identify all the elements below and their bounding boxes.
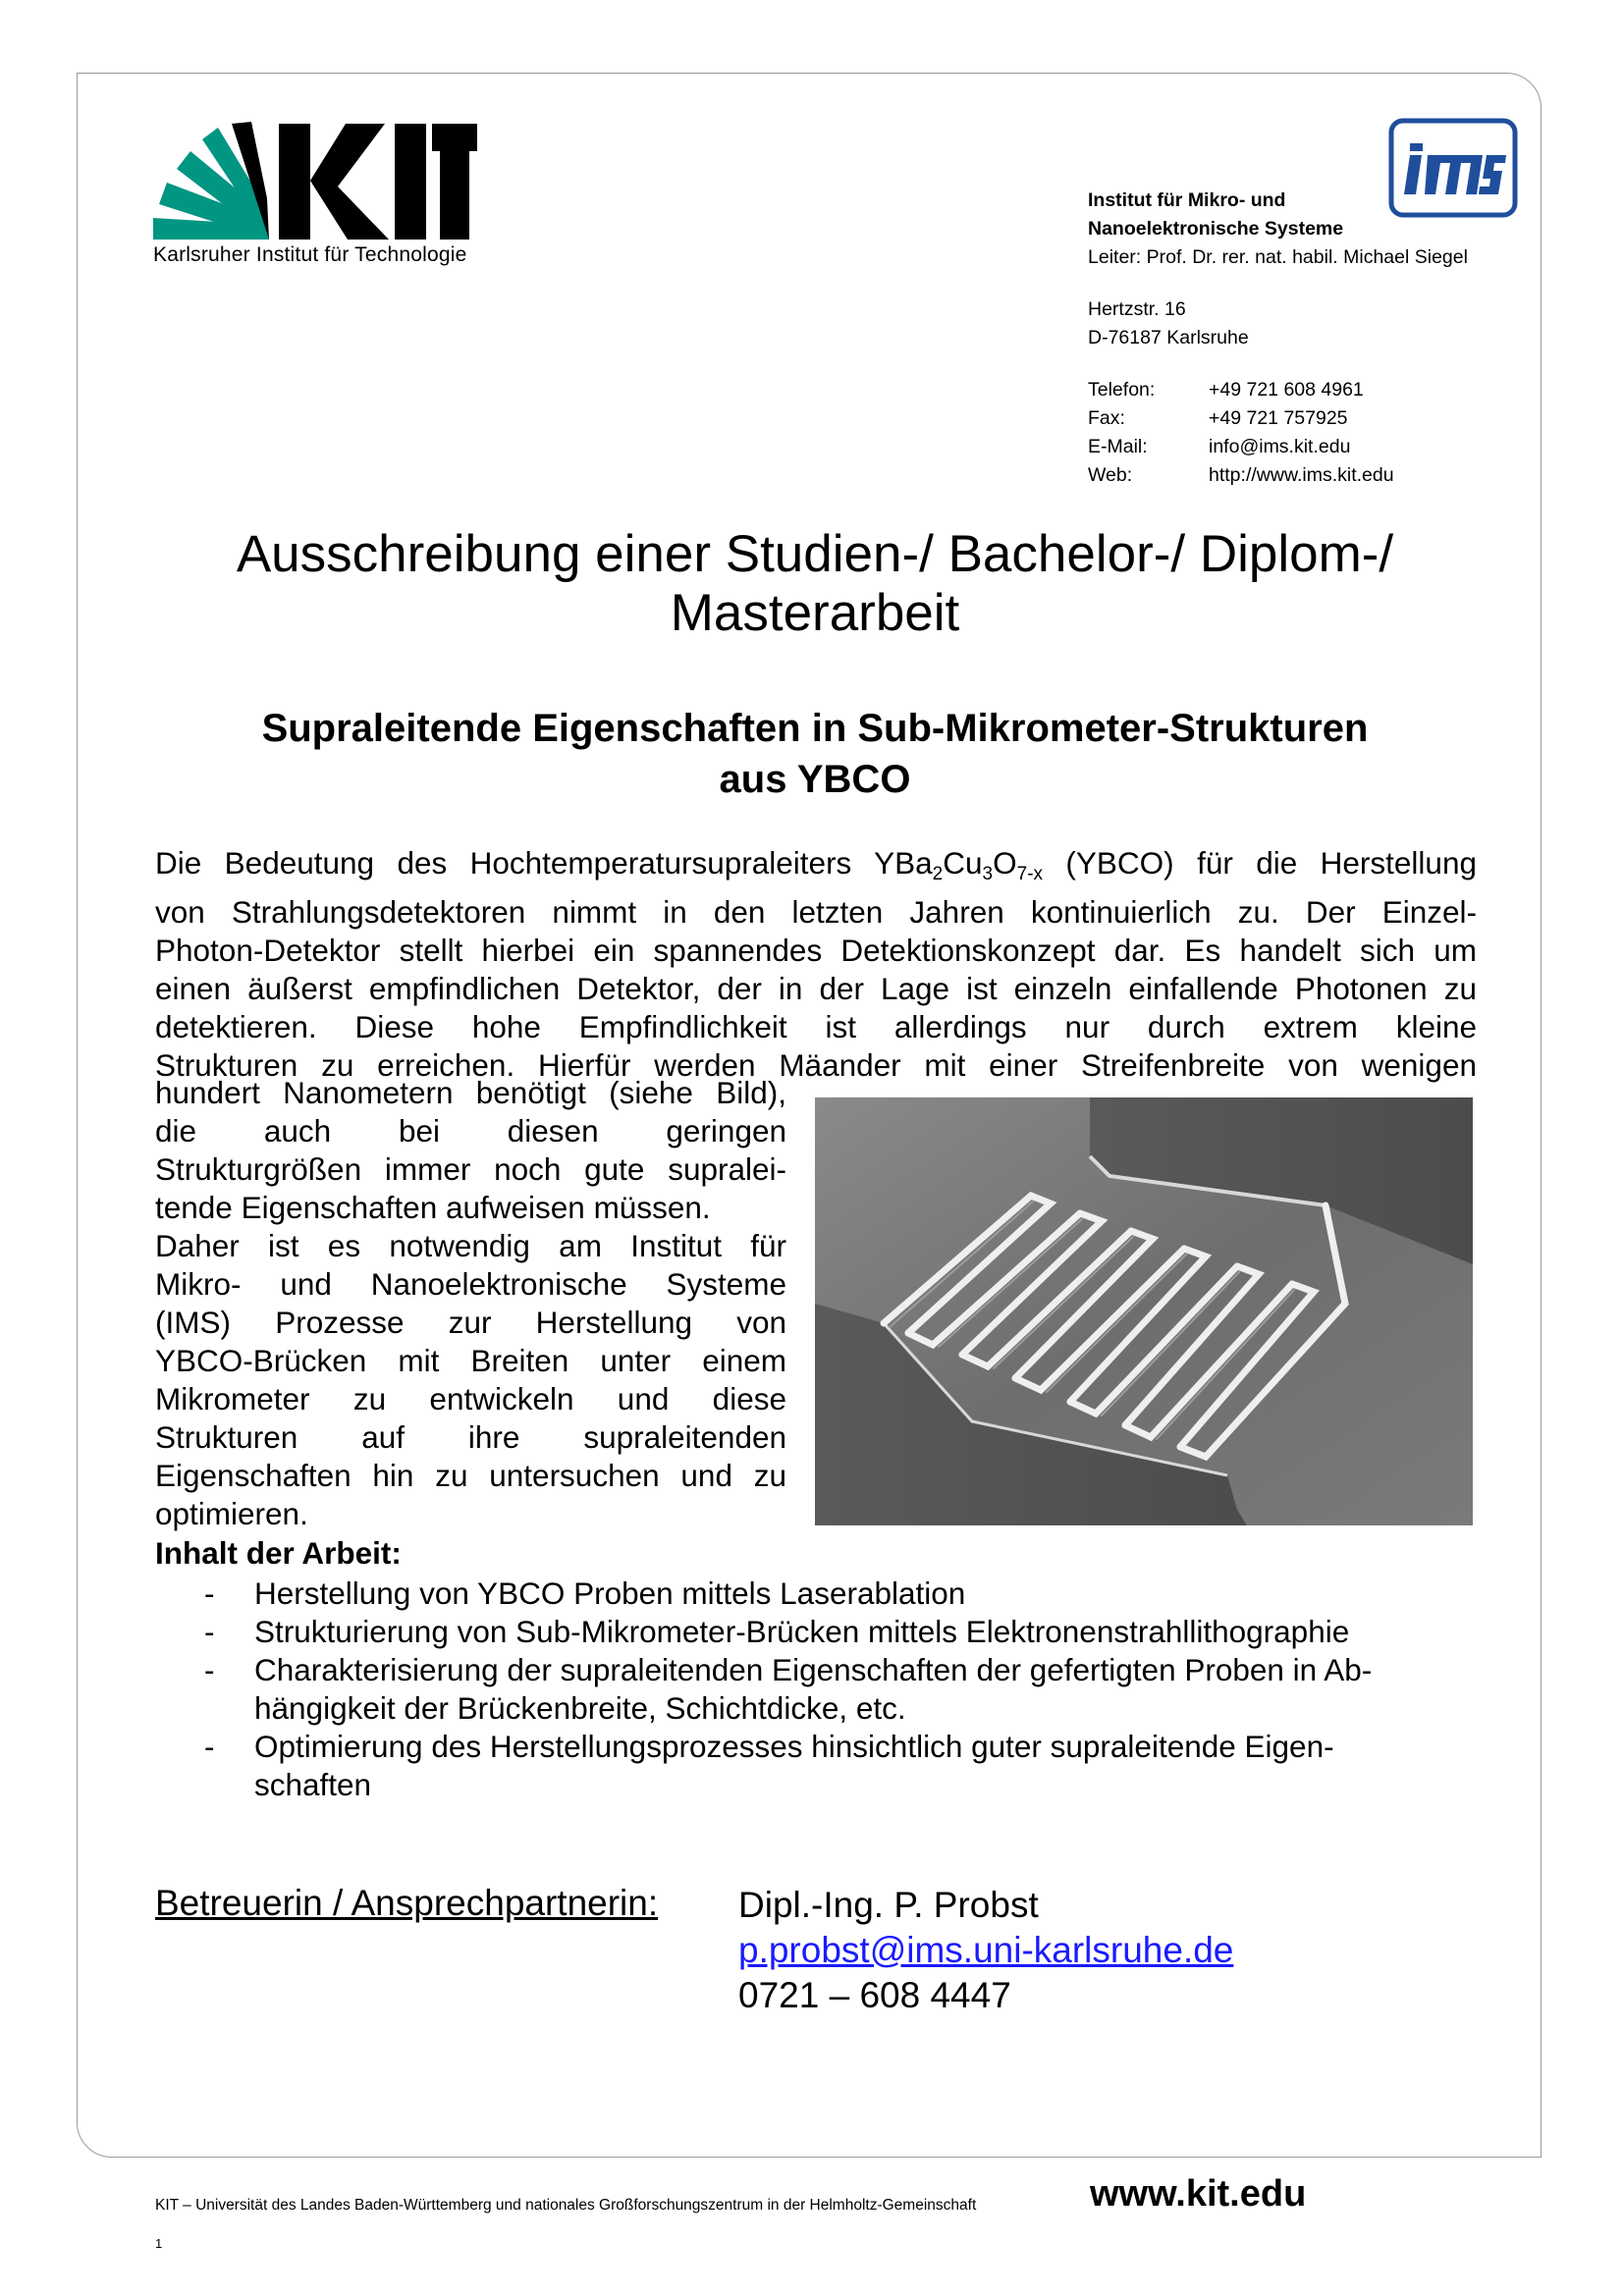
footer-website: www.kit.edu <box>1090 2173 1307 2215</box>
supervisor-name: Dipl.-Ing. P. Probst <box>738 1885 1039 1925</box>
page-number: 1 <box>155 2236 163 2251</box>
fax-value: +49 721 757925 <box>1209 407 1348 429</box>
contact-row: Fax: +49 721 757925 <box>1088 404 1468 433</box>
text-line: YBCO-Brücken mit Breiten unter einem <box>155 1343 786 1378</box>
list-dash: - <box>204 1575 215 1611</box>
text-line: von Strahlungsdetektoren nimmt in den letzten Jahren kontinuierlich zu. Der Einzel- <box>155 894 1477 930</box>
thesis-subtitle: Supraleitende Eigenschaften in Sub-Mikrometer-Strukturen aus YBCO <box>261 707 1369 801</box>
institute-name-line2: Nanoelektronische Systeme <box>1088 218 1344 240</box>
text-line: (IMS) Prozesse zur Herstellung von <box>155 1305 786 1340</box>
text-line: Strukturen auf ihre supraleitenden <box>155 1419 786 1455</box>
text-line: optimieren. <box>155 1496 308 1531</box>
list-dash: - <box>204 1729 215 1764</box>
phone-value: +49 721 608 4961 <box>1209 379 1364 400</box>
kit-logo-graphic <box>153 122 477 240</box>
list-item: - Strukturierung von Sub-Mikrometer-Brücken mittels Elektronenstrahllithographie <box>204 1614 1350 1649</box>
institute-street: Hertzstr. 16 <box>1088 298 1186 320</box>
intro-paragraph <box>155 844 1477 1085</box>
text-line: hundert Nanometern benötigt (siehe Bild), <box>155 1075 786 1110</box>
text-line: Die Bedeutung des Hochtemperatursupraleiters $YBa_2Cu_3O_{7-x}$ (YBCO) für die Herstellung <box>155 845 1477 884</box>
text-line: Mikrometer zu entwickeln und diese <box>155 1381 786 1416</box>
text-line: Strukturen zu erreichen. Hierfür werden Mäander mit einer Streifenbreite von wenigen <box>155 1047 1477 1083</box>
text-line: Photon-Detektor stellt hierbei ein spannendes Detektionskonzept dar. Es handelt sich um <box>155 933 1477 968</box>
text-line: einen äußerst empfindlichen Detektor, der in der Lage ist einzeln einfallende Photonen zu <box>155 971 1477 1006</box>
supervisor-contact <box>738 1883 1233 2018</box>
supervisor-email-link[interactable]: p.probst@ims.uni-karlsruhe.de <box>738 1930 1234 1970</box>
text-line: tende Eigenschaften aufweisen müssen. <box>155 1190 711 1225</box>
text-line: Eigenschaften hin zu untersuchen und zu <box>155 1458 786 1493</box>
contact-row: Telefon: +49 721 608 4961 <box>1088 376 1468 404</box>
supervisor-label: Betreuerin / Ansprechpartnerin: <box>155 1883 659 1923</box>
column-paragraph <box>155 1074 786 1533</box>
page-title: Ausschreibung einer Studien-/ Bachelor-/ Diplom-/ Masterarbeit <box>236 525 1394 642</box>
institute-name-line1: Institut für Mikro- und <box>1088 189 1286 211</box>
text-line: Strukturgrößen immer noch gute supralei- <box>155 1151 786 1187</box>
institute-city: D-76187 Karlsruhe <box>1088 327 1249 348</box>
contact-row: Web: http://www.ims.kit.edu <box>1088 461 1468 490</box>
supervisor-phone: 0721 – 608 4447 <box>738 1975 1011 2015</box>
content-list <box>155 1575 1481 1804</box>
kit-logo <box>153 122 477 279</box>
text-line: Mikro- und Nanoelektronische Systeme <box>155 1266 786 1302</box>
sem-meander-image <box>815 1097 1473 1525</box>
footer-text: KIT – Universität des Landes Baden-Württemberg und nationales Großforschungszentrum in der Helmholtz-Gemeinschaft <box>155 2197 977 2214</box>
list-item: - Charakterisierung der supraleitenden Eigenschaften der gefertigten Proben in Ab- hängigkeit der Brückenbreite, Schichtdicke, etc. <box>204 1652 1373 1726</box>
institute-address <box>1088 187 1468 490</box>
web-value: http://www.ims.kit.edu <box>1209 464 1394 486</box>
kit-logo-subtitle: Karlsruher Institut für Technologie <box>153 243 467 266</box>
text-line: die auch bei diesen geringen <box>155 1113 786 1148</box>
contact-row: E-Mail: info@ims.kit.edu <box>1088 433 1468 461</box>
list-dash: - <box>204 1614 215 1649</box>
content-heading: Inhalt der Arbeit: <box>155 1535 402 1571</box>
email-value: info@ims.kit.edu <box>1209 436 1351 457</box>
text-line: detektieren. Diese hohe Empfindlichkeit ist allerdings nur durch extrem kleine <box>155 1009 1477 1044</box>
list-dash: - <box>204 1652 215 1687</box>
list-item: - Herstellung von YBCO Proben mittels Laserablation <box>204 1575 966 1611</box>
list-item: - Optimierung des Herstellungsprozesses hinsichtlich guter supraleitende Eigen- schaften <box>204 1729 1334 1802</box>
text-line: Daher ist es notwendig am Institut für <box>155 1228 786 1263</box>
institute-leader: Leiter: Prof. Dr. rer. nat. habil. Michael Siegel <box>1088 246 1468 268</box>
